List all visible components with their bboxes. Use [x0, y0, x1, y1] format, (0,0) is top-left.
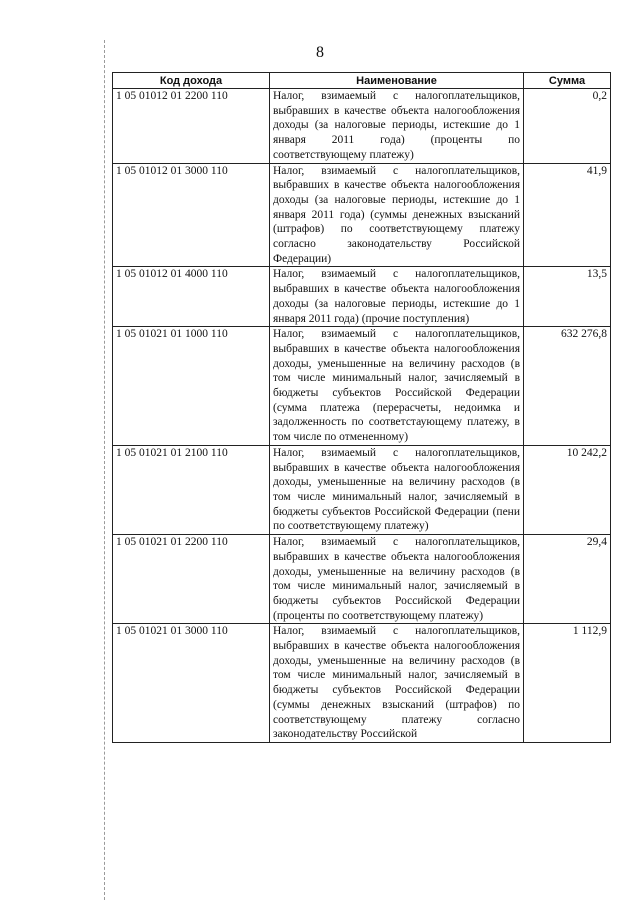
revenue-name: Налог, взимаемый с налогоплательщиков, выбравших в качестве объекта налогообложения доходы (за налоговые периоды, истекшие до 1 января 2011 года) (прочие поступления) [270, 267, 524, 327]
table-row [113, 624, 611, 743]
revenue-code: 1 05 01021 01 3000 110 [113, 624, 270, 743]
revenue-name: Налог, взимаемый с налогоплательщиков, выбравших в качестве объекта налогообложения доходы, уменьшенные на величину расходов (в том числе минимальный налог, зачисляемый в бюджеты субъектов Российской Федерации (сумма платежа (перерасчеты, недоимка и задолженность по соответстаующему платежу, в том числе по отмененному) [270, 327, 524, 446]
revenue-code: 1 05 01021 01 1000 110 [113, 327, 270, 446]
revenue-code: 1 05 01021 01 2100 110 [113, 445, 270, 534]
revenue-sum: 29,4 [524, 535, 611, 624]
table-header-row [113, 73, 611, 89]
revenue-name: Налог, взимаемый с налогоплательщиков, выбравших в качестве объекта налогообложения доходы, уменьшенные на величину расходов (в том числе минимальный налог, зачисляемый в бюджеты субъектов Российской Федерации (проценты по соответствующему платежу) [270, 535, 524, 624]
revenue-name: Налог, взимаемый с налогоплательщиков, выбравших в качестве объекта налогообложения доходы (за налоговые периоды, истекшие до 1 января 2011 года) (суммы денежных взысканий (штрафов) по соответствующему платежу согласно законодательству Российской Федерации) [270, 163, 524, 267]
revenue-sum: 0,2 [524, 89, 611, 164]
revenue-sum: 41,9 [524, 163, 611, 267]
revenue-name: Налог, взимаемый с налогоплательщиков, выбравших в качестве объекта налогообложения доходы (за налоговые периоды, истекшие до 1 января 2011 года) (проценты по соответствующему платежу) [270, 89, 524, 164]
revenue-codes-table [112, 72, 611, 743]
table-row [113, 445, 611, 534]
margin-fold-line [104, 40, 105, 900]
revenue-code: 1 05 01012 01 4000 110 [113, 267, 270, 327]
table-row [113, 163, 611, 267]
column-header-sum: Сумма [524, 73, 611, 89]
revenue-name: Налог, взимаемый с налогоплательщиков, выбравших в качестве объекта налогообложения доходы, уменьшенные на величину расходов (в том числе минимальный налог, зачисляемый в бюджеты субъектов Российской Федерации (пени по соответствующему платежу) [270, 445, 524, 534]
table-row [113, 327, 611, 446]
revenue-name: Налог, взимаемый с налогоплательщиков, выбравших в качестве объекта налогообложения доходы, уменьшенные на величину расходов (в том числе минимальный налог, зачисляемый в бюджеты субъектов Российской Федерации (суммы денежных взысканий (штрафов) по соответствующему платежу согласно законодательству Российской [270, 624, 524, 743]
revenue-sum: 13,5 [524, 267, 611, 327]
revenue-sum: 1 112,9 [524, 624, 611, 743]
revenue-code: 1 05 01012 01 3000 110 [113, 163, 270, 267]
revenue-code: 1 05 01021 01 2200 110 [113, 535, 270, 624]
revenue-sum: 632 276,8 [524, 327, 611, 446]
revenue-code: 1 05 01012 01 2200 110 [113, 89, 270, 164]
column-header-code: Код дохода [113, 73, 270, 89]
table-row [113, 89, 611, 164]
page-number: 8 [316, 44, 324, 61]
column-header-name: Наименование [270, 73, 524, 89]
table-row [113, 535, 611, 624]
table-row [113, 267, 611, 327]
revenue-sum: 10 242,2 [524, 445, 611, 534]
